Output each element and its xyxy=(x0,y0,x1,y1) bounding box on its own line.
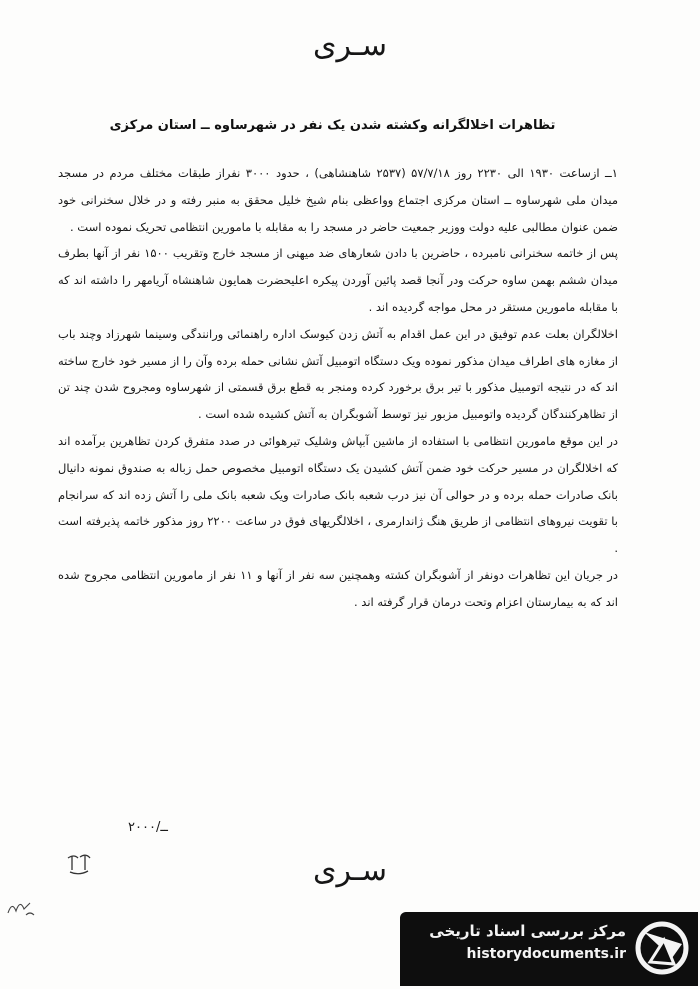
archive-watermark xyxy=(400,912,698,986)
classification-stamp-bottom: سـرى xyxy=(313,853,387,888)
paragraph-1: ۱ــ ازساعت ۱۹۳۰ الی ۲۲۳۰ روز ۵۷/۷/۱۸ (۲۵۳۷ شاهنشاهی) ، حدود ۳۰۰۰ نفراز طبقات مختلف مردم در مسجد میدان ملی شهرساوه ــ استان مرکزی اجتماع وواعظی بنام شیخ خلیل محقق به منبر رفته و در خلال سخنرانی خود ضمن عنوان مطالبی علیه دولت ووزیر جمعیت حاضر در مسجد را به مقابله با مامورین انتظامی تحریک نموده است . xyxy=(58,166,618,234)
archive-logo-icon xyxy=(634,918,690,978)
classification-stamp-top: سـرى xyxy=(313,28,387,63)
page-number: ۲ــ/۰۰۰ xyxy=(128,820,168,835)
watermark-org-name: مرکز بررسی اسناد تاریخی xyxy=(429,922,626,940)
document-body xyxy=(58,160,618,616)
paragraph-4: در این موقع مامورین انتظامی با استفاده از ماشین آبپاش وشلیک تیرهوائی در صدد متفرق کردن تظاهرین برآمده اند که اخلالگران در مسیر حرکت خود ضمن آتش کشیدن یک دستگاه اتومبیل مخصوص حمل زباله به صندوق نمونه دانیال بانک صادرات حمله برده و در حوالی آن نیز درب شعبه بانک صادرات ویک شعبه بانک ملی را آتش زده اند که سرانجام با تقویت نیروهای انتظامی از طریق هنگ ژاندارمری ، اخلالگریهای فوق در ساعت ۲۲۰۰ روز مذکور خاتمه پذیرفته است . xyxy=(58,433,618,556)
paragraph-3: اخلالگران بعلت عدم توفیق در این عمل اقدام به آتش زدن کیوسک اداره راهنمائی ورانندگی وسینما شهرزاد وچند باب از مغازه های اطراف میدان مذکور نموده ویک دستگاه اتومبیل آتش نشانی حمله برده وآن را از مسیر خود خارج ساخته اند که در نتیجه اتومبیل مذکور با تیر برق برخورد کرده ومنجر به قطع برق قسمتی از شهرساوه ومجروح شدن چند تن از تظاهرکنندگان گردیده واتومبیل مزبور نیز توسط آشوبگران به آتش کشیده شده است . xyxy=(58,326,618,422)
paragraph-5: در جریان این تظاهرات دونفر از آشوبگران کشته وهمچنین سه نفر از آنها و ۱۱ نفر از مامورین انتظامی مجروح شده اند که به بیمارستان اعزام وتحت درمان قرار گرفته اند . xyxy=(58,567,618,609)
document-title: تظاهرات اخلالگرانه وکشته شدن یک نفر در شهرساوه ــ استان مرکزی xyxy=(109,118,556,133)
watermark-url: historydocuments.ir xyxy=(466,946,626,962)
paragraph-2: پس از خاتمه سخنرانی نامبرده ، حاضرین با دادن شعارهای ضد میهنی از مسجد خارج وتقریب ۱۵۰۰ نفر از آنها بطرف میدان ششم بهمن ساوه حرکت ودر آنجا قصد پائین آوردن پیکره اعلیحضرت همایون شاهنشاه آریامهر را داشته اند که با مقابله مامورین مستقر در محل مواجه گردیده اند . xyxy=(58,246,618,314)
margin-scribble xyxy=(6,893,36,919)
